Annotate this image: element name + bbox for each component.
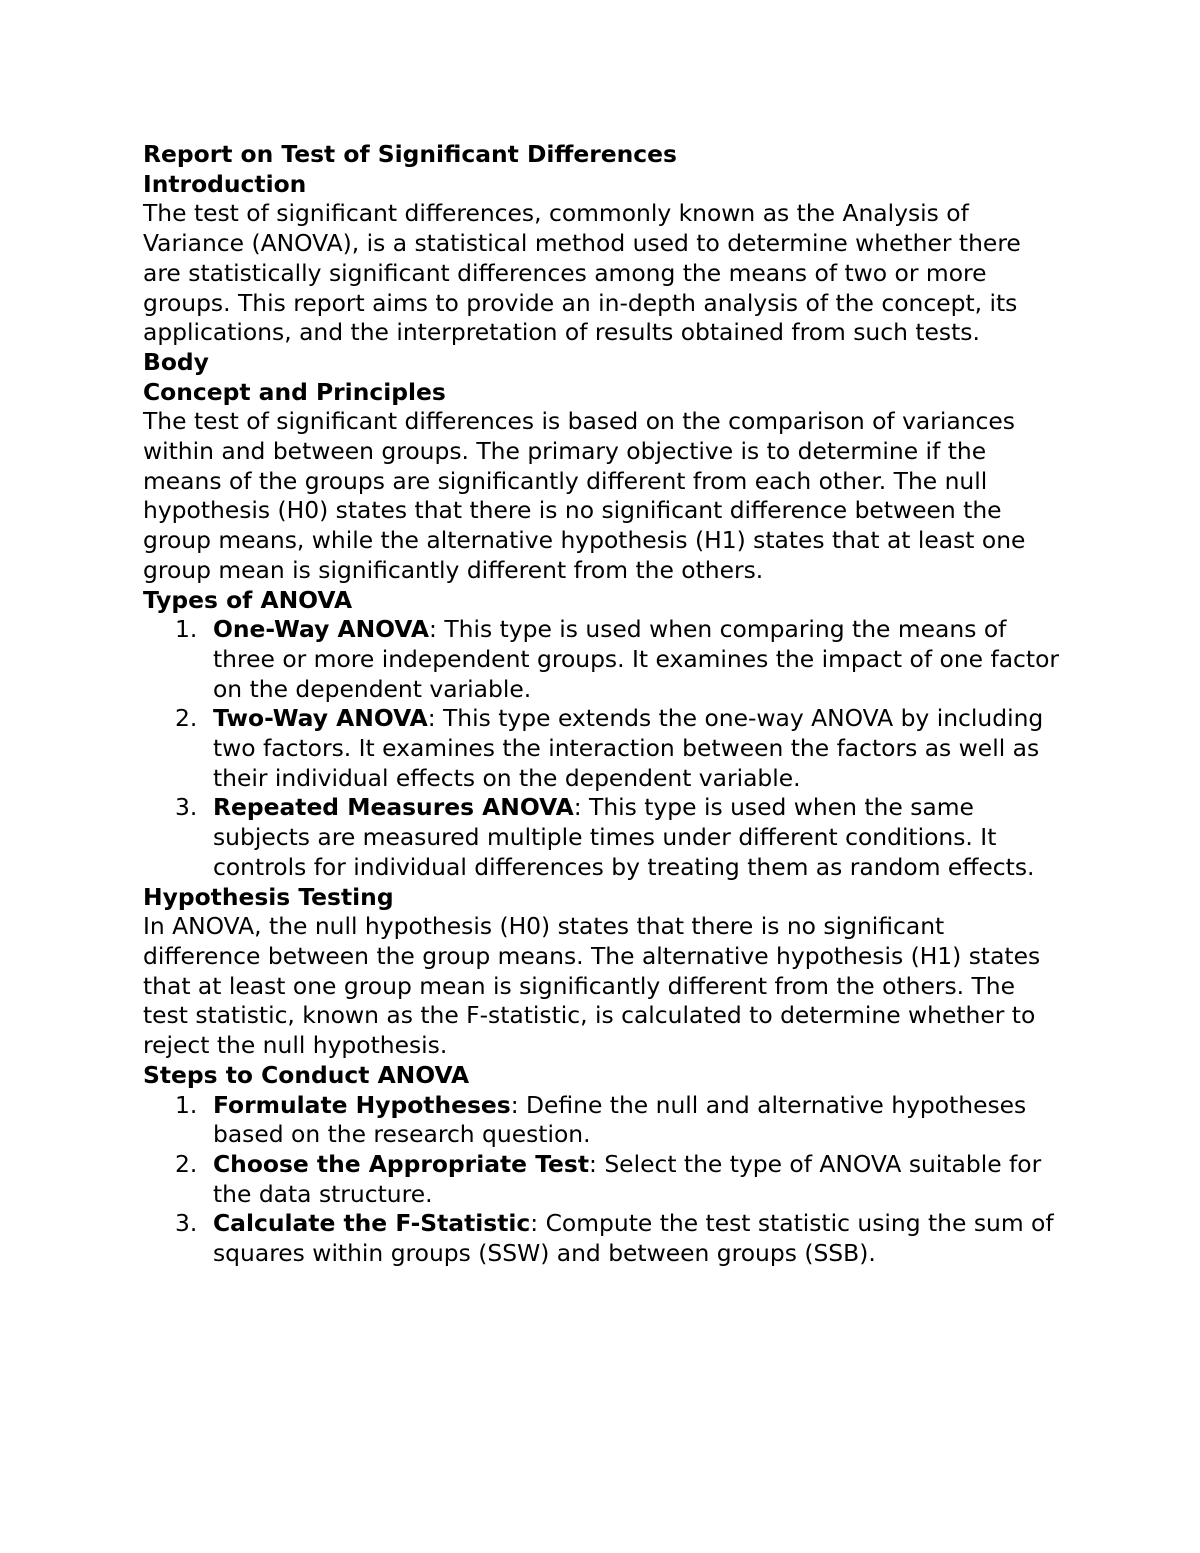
list-term: Choose the Appropriate Test [213,1149,590,1178]
list-text: : Compute the test statistic using the sum of squares within groups (SSW) and between groups (SSB). [213,1209,1054,1268]
list-number: 1. [175,615,198,644]
list-number: 2. [175,704,198,733]
list-text: : Define the null and alternative hypotheses based on the research question. [213,1090,1027,1149]
list-item [143,1209,1063,1268]
list-term: One-Way ANOVA [213,615,430,644]
document-page [143,140,1063,1269]
list-term: Two-Way ANOVA [213,704,428,733]
introduction-paragraph: The test of significant differences, commonly known as the Analysis of Variance (ANOVA), is a statistical method used to determine whether there are statistically significant differences among the means of two or more groups. This report aims to provide an in-depth analysis of the concept, its applications, and the interpretation of results obtained from such tests. [143,199,1021,347]
types-heading: Types of ANOVA [143,585,353,614]
concept-paragraph: The test of significant differences is based on the comparison of variances within and between groups. The primary objective is to determine if the means of the groups are significantly different from each other. The null hypothesis (H0) states that there is no significant difference between the group means, while the alternative hypothesis (H1) states that at least one group mean is significantly different from the others. [143,407,1026,584]
list-text: : This type is used when the same subjects are measured multiple times under different conditions. It controls for individual differences by treating them as random effects. [213,793,1035,881]
hypothesis-heading: Hypothesis Testing [143,882,394,911]
list-item [143,1150,1063,1209]
list-number: 3. [175,1209,198,1238]
steps-heading: Steps to Conduct ANOVA [143,1060,470,1089]
introduction-heading: Introduction [143,169,307,198]
list-item [143,1091,1063,1150]
types-list [143,615,1063,882]
list-item [143,704,1063,793]
list-number: 3. [175,793,198,822]
list-item [143,615,1063,704]
list-text: : This type is used when comparing the means of three or more independent groups. It examines the impact of one factor on the dependent variable. [213,615,1059,703]
document-title: Report on Test of Significant Differences [143,140,677,168]
body-heading: Body [143,347,209,376]
list-number: 1. [175,1090,198,1119]
concept-heading: Concept and Principles [143,377,446,406]
list-term: Formulate Hypotheses [213,1090,511,1119]
list-term: Calculate the F-Statistic [213,1209,531,1238]
list-number: 2. [175,1149,198,1178]
list-text: : Select the type of ANOVA suitable for the data structure. [213,1149,1042,1208]
list-item [143,793,1063,882]
hypothesis-paragraph: In ANOVA, the null hypothesis (H0) states that there is no significant difference between the group means. The alternative hypothesis (H1) states that at least one group mean is significantly different from the others. The test statistic, known as the F-statistic, is calculated to determine whether to reject the null hypothesis. [143,912,1041,1060]
list-text: : This type extends the one-way ANOVA by including two factors. It examines the interaction between the factors as well as their individual effects on the dependent variable. [213,704,1044,792]
list-term: Repeated Measures ANOVA [213,793,574,822]
steps-list [143,1091,1063,1269]
